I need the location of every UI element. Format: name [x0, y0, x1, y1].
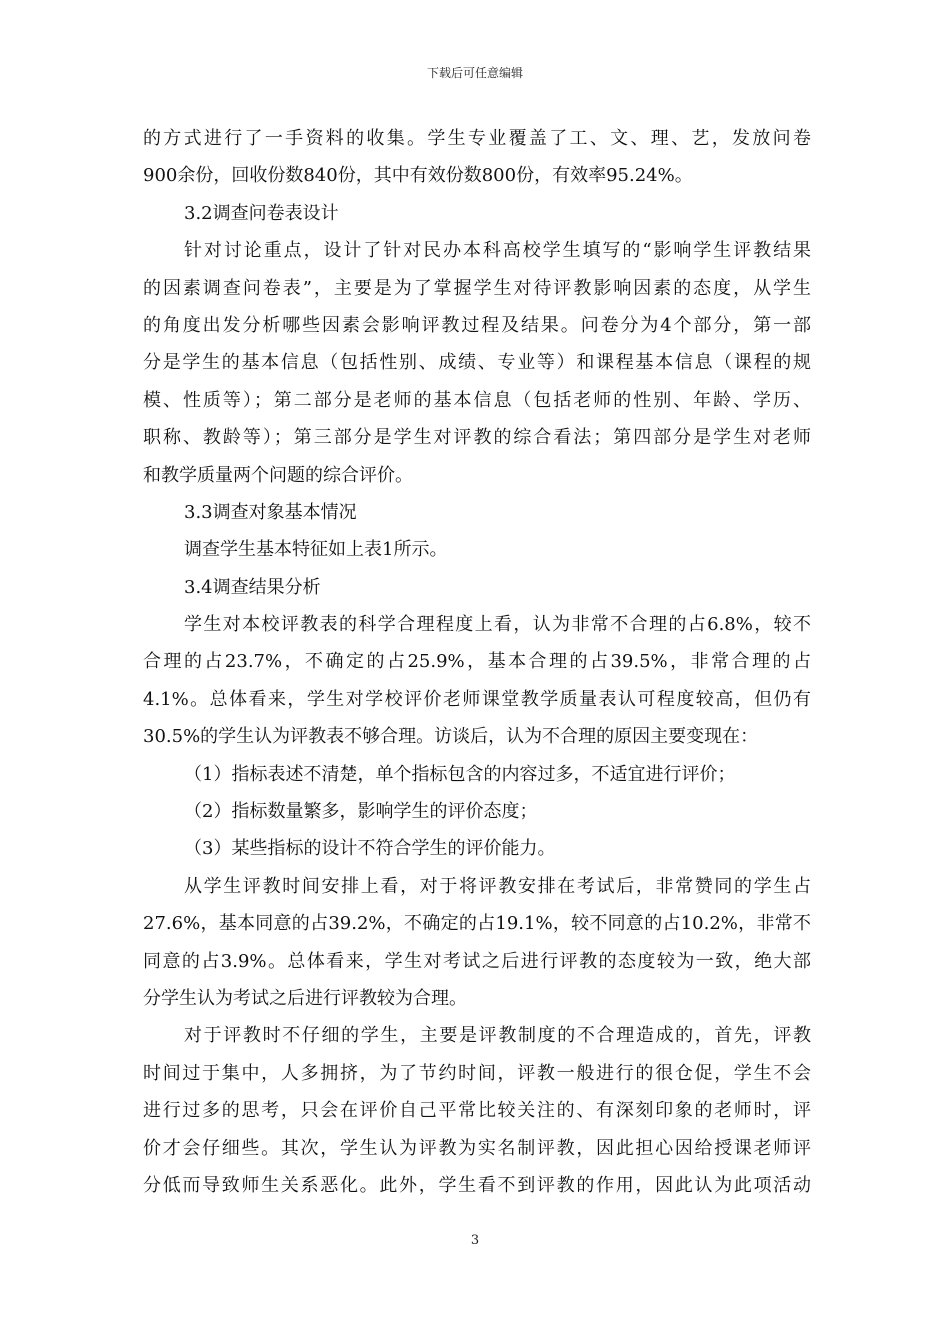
paragraph-line: 的因素调查问卷表”，主要是为了掌握学生对待评教影响因素的态度，从学生	[143, 277, 811, 299]
section-heading-3-4: 3.4调查结果分析	[184, 576, 321, 598]
paragraph-line: 模、性质等）；第二部分是老师的基本信息（包括老师的性别、年龄、学历、	[143, 389, 811, 411]
paragraph-line: 职称、教龄等）；第三部分是学生对评教的综合看法；第四部分是学生对老师	[143, 427, 811, 449]
list-item: （1）指标表述不清楚，单个指标包含的内容过多，不适宜进行评价；	[184, 763, 736, 785]
paragraph-line: 价才会仔细些。其次，学生认为评教为实名制评教，因此担心因给授课老师评	[143, 1137, 811, 1159]
page-number: 3	[470, 1233, 480, 1248]
section-heading-3-3: 3.3调查对象基本情况	[184, 501, 357, 523]
paragraph-line: 合理的占23.7%，不确定的占25.9%，基本合理的占39.5%，非常合理的占	[143, 651, 811, 673]
paragraph-line: 和教学质量两个问题的综合评价。	[143, 464, 413, 486]
paragraph-line: 同意的占3.9%。总体看来，学生对考试之后进行评教的态度较为一致，绝大部	[143, 950, 811, 972]
paragraph-line: 进行过多的思考，只会在评价自己平常比较关注的、有深刻印象的老师时，评	[143, 1100, 811, 1122]
section-heading-3-2: 3.2调查问卷表设计	[184, 202, 339, 224]
paragraph-line: 4.1%。总体看来，学生对学校评价老师课堂教学质量表认可程度较高，但仍有	[143, 688, 811, 710]
paragraph-line: 学生对本校评教表的科学合理程度上看，认为非常不合理的占6.8%，较不	[184, 614, 811, 636]
document-body	[143, 120, 811, 1204]
paragraph-line: 针对讨论重点，设计了针对民办本科高校学生填写的“影响学生评教结果	[184, 240, 811, 262]
paragraph-line: 的方式进行了一手资料的收集。学生专业覆盖了工、文、理、艺，发放问卷	[143, 128, 811, 149]
paragraph-line: 分是学生的基本信息（包括性别、成绩、专业等）和课程基本信息（课程的规	[143, 352, 811, 374]
paragraph-line: 的角度出发分析哪些因素会影响评教过程及结果。问卷分为4个部分，第一部	[143, 314, 811, 336]
paragraph-line: 调查学生基本特征如上表1所示。	[184, 539, 448, 561]
paragraph-line: 分学生认为考试之后进行评教较为合理。	[143, 987, 467, 1009]
paragraph-line: 30.5%的学生认为评教表不够合理。访谈后，认为不合理的原因主要变现在：	[143, 726, 759, 748]
paragraph-line: 分低而导致师生关系恶化。此外，学生看不到评教的作用，因此认为此项活动	[143, 1174, 811, 1196]
paragraph-line: 900余份，回收份数840份，其中有效份数800份，有效率95.24%。	[143, 165, 693, 187]
paragraph-line: 27.6%，基本同意的占39.2%，不确定的占19.1%，较不同意的占10.2%，非常不	[143, 913, 811, 935]
paragraph-line: 从学生评教时间安排上看，对于将评教安排在考试后，非常赞同的学生占	[184, 875, 811, 897]
paragraph-line: 时间过于集中，人多拥挤，为了节约时间，评教一般进行的很仓促，学生不会	[143, 1062, 811, 1084]
paragraph-line: 对于评教时不仔细的学生，主要是评教制度的不合理造成的，首先，评教	[184, 1025, 811, 1047]
list-item: （2）指标数量繁多，影响学生的评价态度；	[184, 801, 538, 823]
page-header: 下载后可任意编辑	[426, 66, 523, 80]
list-item: （3）某些指标的设计不符合学生的评价能力。	[184, 838, 556, 860]
